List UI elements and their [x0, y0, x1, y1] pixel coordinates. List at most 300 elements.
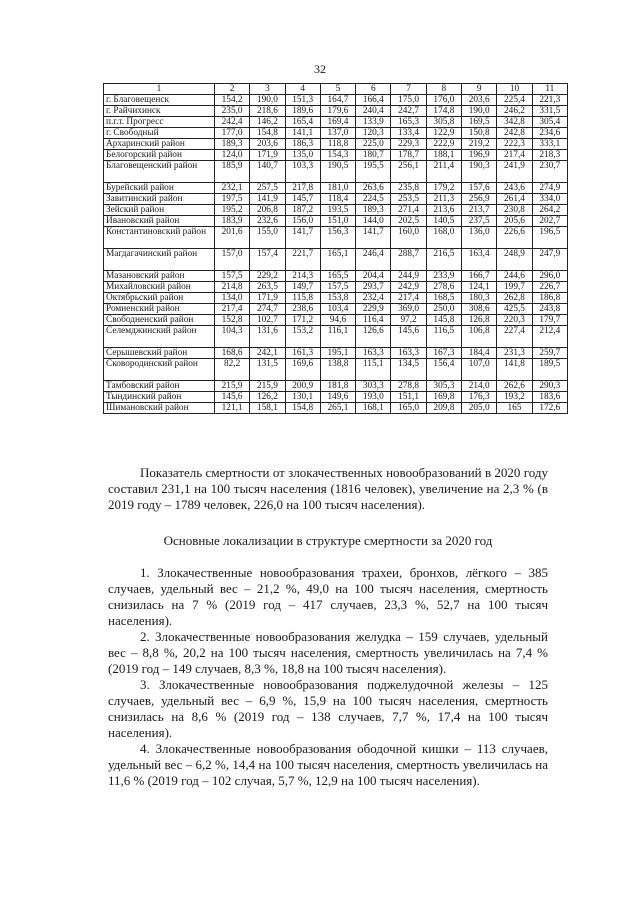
- value-cell: 238,6: [285, 304, 320, 315]
- mortality-table: [103, 83, 568, 414]
- value-cell: 189,3: [214, 139, 249, 150]
- header-cell: 10: [497, 84, 532, 95]
- value-cell: 215,9: [250, 381, 285, 392]
- value-cell: 157,0: [214, 249, 249, 271]
- value-cell: 227,4: [497, 326, 532, 348]
- value-cell: 243,6: [497, 183, 532, 194]
- value-cell: 203,6: [462, 95, 497, 106]
- value-cell: 138,8: [320, 359, 355, 381]
- value-cell: 253,5: [391, 194, 426, 205]
- value-cell: 165,3: [391, 117, 426, 128]
- value-cell: 156,3: [320, 227, 355, 249]
- value-cell: 278,8: [391, 381, 426, 392]
- value-cell: 213,7: [462, 205, 497, 216]
- value-cell: 141,8: [497, 359, 532, 381]
- value-cell: 154,8: [250, 128, 285, 139]
- table-row: [104, 381, 568, 392]
- value-cell: 184,4: [462, 348, 497, 359]
- value-cell: 168,1: [356, 403, 391, 414]
- table-row: [104, 304, 568, 315]
- value-cell: 305,4: [532, 117, 567, 128]
- value-cell: 425,5: [497, 304, 532, 315]
- value-cell: 181,0: [320, 183, 355, 194]
- value-cell: 171,2: [285, 315, 320, 326]
- value-cell: 290,3: [532, 381, 567, 392]
- value-cell: 188,1: [426, 150, 461, 161]
- value-cell: 185,9: [214, 161, 249, 183]
- value-cell: 154,8: [285, 403, 320, 414]
- value-cell: 189,6: [285, 106, 320, 117]
- value-cell: 180,7: [356, 150, 391, 161]
- value-cell: 232,1: [214, 183, 249, 194]
- value-cell: 186,8: [532, 293, 567, 304]
- value-cell: 232,4: [356, 293, 391, 304]
- value-cell: 195,1: [320, 348, 355, 359]
- value-cell: 131,5: [250, 359, 285, 381]
- header-cell: 4: [285, 84, 320, 95]
- value-cell: 278,6: [426, 282, 461, 293]
- value-cell: 124,0: [214, 150, 249, 161]
- value-cell: 229,2: [250, 271, 285, 282]
- value-cell: 163,4: [462, 249, 497, 271]
- value-cell: 157,6: [462, 183, 497, 194]
- value-cell: 174,8: [426, 106, 461, 117]
- value-cell: 140,5: [426, 216, 461, 227]
- value-cell: 181,8: [320, 381, 355, 392]
- value-cell: 165,4: [285, 117, 320, 128]
- value-cell: 244,6: [497, 271, 532, 282]
- value-cell: 222,9: [426, 139, 461, 150]
- value-cell: 257,5: [250, 183, 285, 194]
- value-cell: 149,7: [285, 282, 320, 293]
- row-name-cell: Ивановский район: [104, 216, 215, 227]
- table-header-row: [104, 84, 568, 95]
- value-cell: 256,9: [462, 194, 497, 205]
- table-row: [104, 249, 568, 271]
- value-cell: 121,1: [214, 403, 249, 414]
- value-cell: 205,0: [462, 403, 497, 414]
- value-cell: 196,5: [532, 227, 567, 249]
- value-cell: 230,7: [532, 161, 567, 183]
- value-cell: 195,5: [356, 161, 391, 183]
- value-cell: 145,6: [214, 392, 249, 403]
- value-cell: 144,0: [356, 216, 391, 227]
- table-row: [104, 392, 568, 403]
- value-cell: 178,7: [391, 150, 426, 161]
- value-cell: 296,0: [532, 271, 567, 282]
- value-cell: 243,8: [532, 304, 567, 315]
- value-cell: 216,5: [426, 249, 461, 271]
- value-cell: 193,0: [356, 392, 391, 403]
- value-cell: 202,7: [532, 216, 567, 227]
- value-cell: 250,0: [426, 304, 461, 315]
- value-cell: 102,7: [250, 315, 285, 326]
- table-row: [104, 315, 568, 326]
- value-cell: 153,8: [320, 293, 355, 304]
- value-cell: 151,1: [391, 392, 426, 403]
- value-cell: 262,6: [497, 381, 532, 392]
- value-cell: 204,4: [356, 271, 391, 282]
- value-cell: 175,0: [391, 95, 426, 106]
- value-cell: 158,1: [250, 403, 285, 414]
- value-cell: 179,2: [426, 183, 461, 194]
- value-cell: 225,0: [356, 139, 391, 150]
- table-row: [104, 117, 568, 128]
- value-cell: 163,3: [391, 348, 426, 359]
- value-cell: 118,4: [320, 194, 355, 205]
- table-row: [104, 227, 568, 249]
- value-cell: 134,0: [214, 293, 249, 304]
- value-cell: 215,9: [214, 381, 249, 392]
- value-cell: 293,7: [356, 282, 391, 293]
- value-cell: 177,0: [214, 128, 249, 139]
- row-name-cell: Мазановский район: [104, 271, 215, 282]
- value-cell: 156,0: [285, 216, 320, 227]
- value-cell: 154,3: [320, 150, 355, 161]
- value-cell: 82,2: [214, 359, 249, 381]
- value-cell: 115,8: [285, 293, 320, 304]
- value-cell: 116,4: [356, 315, 391, 326]
- value-cell: 94,6: [320, 315, 355, 326]
- value-cell: 155,0: [250, 227, 285, 249]
- row-name-cell: п.г.т. Прогресс: [104, 117, 215, 128]
- value-cell: 169,8: [426, 392, 461, 403]
- value-cell: 179,7: [532, 315, 567, 326]
- value-cell: 153,2: [285, 326, 320, 348]
- value-cell: 166,4: [356, 95, 391, 106]
- value-cell: 247,9: [532, 249, 567, 271]
- row-name-cell: Зейский район: [104, 205, 215, 216]
- value-cell: 231,3: [497, 348, 532, 359]
- value-cell: 167,3: [426, 348, 461, 359]
- value-cell: 246,2: [497, 106, 532, 117]
- header-cell: 6: [356, 84, 391, 95]
- value-cell: 157,5: [214, 271, 249, 282]
- value-cell: 203,6: [250, 139, 285, 150]
- value-cell: 224,5: [356, 194, 391, 205]
- value-cell: 107,0: [462, 359, 497, 381]
- value-cell: 126,8: [462, 315, 497, 326]
- table-row: [104, 359, 568, 381]
- row-name-cell: Свободненский район: [104, 315, 215, 326]
- table-row: [104, 194, 568, 205]
- value-cell: 189,3: [356, 205, 391, 216]
- list-item: 1. Злокачественные новообразования трахеи, бронхов, лёгкого – 385 случаев, удельный вес – 21,2 %, 49,0 на 100 тысяч населения, смертность снизилась на 7 % (2019 год – 417 случаев, 23,3 %, 52,7 на 100 тысяч населения).: [108, 565, 548, 628]
- value-cell: 118,8: [320, 139, 355, 150]
- header-cell: 7: [391, 84, 426, 95]
- intro-paragraph: Показатель смертности от злокачественных новообразований в 2020 году составил 231,1 на 100 тысяч населения (1816 человек), увеличение на 2,3 % (в 2019 году – 1789 человек, 226,0 на 100 тысяч населения).: [108, 465, 548, 512]
- value-cell: 214,3: [285, 271, 320, 282]
- value-cell: 137,0: [320, 128, 355, 139]
- table-row: [104, 183, 568, 194]
- row-name-cell: Благовещенский район: [104, 161, 215, 183]
- value-cell: 232,6: [250, 216, 285, 227]
- value-cell: 331,5: [532, 106, 567, 117]
- section-heading: Основные локализации в структуре смертности за 2020 год: [163, 533, 493, 548]
- value-cell: 186,3: [285, 139, 320, 150]
- value-cell: 141,9: [250, 194, 285, 205]
- value-cell: 176,0: [426, 95, 461, 106]
- value-cell: 235,0: [214, 106, 249, 117]
- value-cell: 242,7: [391, 106, 426, 117]
- value-cell: 166,7: [462, 271, 497, 282]
- value-cell: 263,5: [250, 282, 285, 293]
- value-cell: 369,0: [391, 304, 426, 315]
- value-cell: 235,8: [391, 183, 426, 194]
- value-cell: 115,1: [356, 359, 391, 381]
- value-cell: 193,5: [320, 205, 355, 216]
- value-cell: 172,6: [532, 403, 567, 414]
- value-cell: 169,5: [462, 117, 497, 128]
- value-cell: 242,9: [391, 282, 426, 293]
- value-cell: 183,9: [214, 216, 249, 227]
- value-cell: 141,1: [285, 128, 320, 139]
- value-cell: 274,9: [532, 183, 567, 194]
- row-name-cell: Константиновский район: [104, 227, 215, 249]
- row-name-cell: Шимановский район: [104, 403, 215, 414]
- row-name-cell: г. Райчихинск: [104, 106, 215, 117]
- value-cell: 169,4: [320, 117, 355, 128]
- row-name-cell: Михайловский район: [104, 282, 215, 293]
- value-cell: 233,9: [426, 271, 461, 282]
- value-cell: 120,3: [356, 128, 391, 139]
- value-cell: 196,9: [462, 150, 497, 161]
- value-cell: 271,4: [391, 205, 426, 216]
- value-cell: 256,1: [391, 161, 426, 183]
- value-cell: 211,4: [426, 161, 461, 183]
- table-row: [104, 161, 568, 183]
- row-name-cell: Белогорский район: [104, 150, 215, 161]
- value-cell: 308,6: [462, 304, 497, 315]
- value-cell: 165: [497, 403, 532, 414]
- body-text: [108, 465, 548, 513]
- value-cell: 168,5: [426, 293, 461, 304]
- table-row: [104, 216, 568, 227]
- value-cell: 193,2: [497, 392, 532, 403]
- value-cell: 116,1: [320, 326, 355, 348]
- table-row: [104, 293, 568, 304]
- header-cell: 2: [214, 84, 249, 95]
- value-cell: 122,9: [426, 128, 461, 139]
- value-cell: 190,0: [250, 95, 285, 106]
- row-name-cell: г. Свободный: [104, 128, 215, 139]
- header-cell: 11: [532, 84, 567, 95]
- value-cell: 205,6: [497, 216, 532, 227]
- value-cell: 202,5: [391, 216, 426, 227]
- value-cell: 151,3: [285, 95, 320, 106]
- value-cell: 116,5: [426, 326, 461, 348]
- value-cell: 152,8: [214, 315, 249, 326]
- value-cell: 334,0: [532, 194, 567, 205]
- value-cell: 176,3: [462, 392, 497, 403]
- row-name-cell: Завитинский район: [104, 194, 215, 205]
- value-cell: 197,5: [214, 194, 249, 205]
- value-cell: 214,8: [214, 282, 249, 293]
- value-cell: 171,9: [250, 150, 285, 161]
- value-cell: 217,4: [214, 304, 249, 315]
- table-row: [104, 282, 568, 293]
- row-name-cell: Серышевский район: [104, 348, 215, 359]
- value-cell: 333,1: [532, 139, 567, 150]
- value-cell: 171,9: [250, 293, 285, 304]
- list-item: 3. Злокачественные новообразования поджелудочной железы – 125 случаев, удельный вес – 6,9 %, 15,9 на 100 тысяч населения, смертность снизилась на 8,6 % (2019 год – 138 случаев, 7,7 %, 17,4 на 100 тысяч населения).: [108, 677, 548, 740]
- value-cell: 164,7: [320, 95, 355, 106]
- table-row: [104, 106, 568, 117]
- value-cell: 217,4: [391, 293, 426, 304]
- value-cell: 222,3: [497, 139, 532, 150]
- value-cell: 165,0: [391, 403, 426, 414]
- value-cell: 146,2: [250, 117, 285, 128]
- value-cell: 133,9: [356, 117, 391, 128]
- value-cell: 151,0: [320, 216, 355, 227]
- value-cell: 305,3: [426, 381, 461, 392]
- row-name-cell: Сковородинский район: [104, 359, 215, 381]
- header-cell: 1: [104, 84, 215, 95]
- value-cell: 187,2: [285, 205, 320, 216]
- value-cell: 106,8: [462, 326, 497, 348]
- row-name-cell: Архаринский район: [104, 139, 215, 150]
- value-cell: 149,6: [320, 392, 355, 403]
- value-cell: 190,3: [462, 161, 497, 183]
- value-cell: 211,3: [426, 194, 461, 205]
- value-cell: 179,6: [320, 106, 355, 117]
- value-cell: 190,0: [462, 106, 497, 117]
- value-cell: 342,8: [497, 117, 532, 128]
- value-cell: 218,6: [250, 106, 285, 117]
- value-cell: 133,4: [391, 128, 426, 139]
- value-cell: 183,6: [532, 392, 567, 403]
- value-cell: 199,7: [497, 282, 532, 293]
- value-cell: 217,4: [497, 150, 532, 161]
- items-list: [108, 565, 548, 789]
- value-cell: 160,0: [391, 227, 426, 249]
- value-cell: 226,7: [532, 282, 567, 293]
- value-cell: 140,7: [250, 161, 285, 183]
- value-cell: 141,7: [285, 227, 320, 249]
- value-cell: 136,0: [462, 227, 497, 249]
- list-item: 4. Злокачественные новообразования ободочной кишки – 113 случаев, удельный вес – 6,2 %, 14,4 на 100 тысяч населения, смертность увеличилась на 11,6 % (2019 год – 102 случая, 5,7 %, 12,9 на 100 тысяч населения).: [108, 741, 548, 788]
- value-cell: 219,2: [462, 139, 497, 150]
- value-cell: 150,8: [462, 128, 497, 139]
- value-cell: 229,3: [391, 139, 426, 150]
- value-cell: 145,7: [285, 194, 320, 205]
- value-cell: 165,5: [320, 271, 355, 282]
- value-cell: 154,2: [214, 95, 249, 106]
- value-cell: 226,6: [497, 227, 532, 249]
- value-cell: 195,2: [214, 205, 249, 216]
- table-row: [104, 128, 568, 139]
- value-cell: 218,3: [532, 150, 567, 161]
- value-cell: 220,3: [497, 315, 532, 326]
- value-cell: 104,3: [214, 326, 249, 348]
- value-cell: 242,1: [250, 348, 285, 359]
- value-cell: 213,6: [426, 205, 461, 216]
- row-name-cell: Ромненский район: [104, 304, 215, 315]
- header-cell: 3: [250, 84, 285, 95]
- value-cell: 206,8: [250, 205, 285, 216]
- value-cell: 103,4: [320, 304, 355, 315]
- table-body: [104, 84, 568, 414]
- row-name-cell: Селемджинский район: [104, 326, 215, 348]
- value-cell: 126,2: [250, 392, 285, 403]
- value-cell: 246,4: [356, 249, 391, 271]
- row-name-cell: Тамбовский район: [104, 381, 215, 392]
- value-cell: 241,9: [497, 161, 532, 183]
- value-cell: 305,8: [426, 117, 461, 128]
- value-cell: 157,5: [320, 282, 355, 293]
- table-row: [104, 139, 568, 150]
- value-cell: 259,7: [532, 348, 567, 359]
- value-cell: 169,6: [285, 359, 320, 381]
- value-cell: 145,6: [391, 326, 426, 348]
- value-cell: 242,4: [214, 117, 249, 128]
- value-cell: 165,1: [320, 249, 355, 271]
- value-cell: 190,5: [320, 161, 355, 183]
- header-cell: 5: [320, 84, 355, 95]
- table-row: [104, 95, 568, 106]
- row-name-cell: Магдагачинский район: [104, 249, 215, 271]
- value-cell: 212,4: [532, 326, 567, 348]
- header-cell: 9: [462, 84, 497, 95]
- value-cell: 263,6: [356, 183, 391, 194]
- value-cell: 225,4: [497, 95, 532, 106]
- value-cell: 189,5: [532, 359, 567, 381]
- value-cell: 244,9: [391, 271, 426, 282]
- table-row: [104, 205, 568, 216]
- value-cell: 237,5: [462, 216, 497, 227]
- list-item: 2. Злокачественные новообразования желудка – 159 случаев, удельный вес – 8,8 %, 20,2 на 100 тысяч населения, смертность увеличилась на 7,4 % (2019 год – 149 случаев, 8,3 %, 18,8 на 100 тысяч населения).: [108, 629, 548, 676]
- value-cell: 214,0: [462, 381, 497, 392]
- value-cell: 201,6: [214, 227, 249, 249]
- value-cell: 209,8: [426, 403, 461, 414]
- value-cell: 261,4: [497, 194, 532, 205]
- value-cell: 124,1: [462, 282, 497, 293]
- value-cell: 262,8: [497, 293, 532, 304]
- value-cell: 248,9: [497, 249, 532, 271]
- value-cell: 156,4: [426, 359, 461, 381]
- value-cell: 303,3: [356, 381, 391, 392]
- row-name-cell: Тындинский район: [104, 392, 215, 403]
- row-name-cell: г. Благовещенск: [104, 95, 215, 106]
- row-name-cell: Октябрьский район: [104, 293, 215, 304]
- value-cell: 230,8: [497, 205, 532, 216]
- page-number: 32: [314, 62, 326, 76]
- table-row: [104, 326, 568, 348]
- table-row: [104, 150, 568, 161]
- value-cell: 180,3: [462, 293, 497, 304]
- header-cell: 8: [426, 84, 461, 95]
- value-cell: 161,3: [285, 348, 320, 359]
- value-cell: 157,4: [250, 249, 285, 271]
- table-row: [104, 271, 568, 282]
- value-cell: 229,9: [356, 304, 391, 315]
- value-cell: 217,8: [285, 183, 320, 194]
- value-cell: 265,1: [320, 403, 355, 414]
- value-cell: 145,8: [426, 315, 461, 326]
- value-cell: 163,3: [356, 348, 391, 359]
- value-cell: 168,0: [426, 227, 461, 249]
- table-row: [104, 403, 568, 414]
- value-cell: 221,7: [285, 249, 320, 271]
- value-cell: 141,7: [356, 227, 391, 249]
- value-cell: 134,5: [391, 359, 426, 381]
- value-cell: 130,1: [285, 392, 320, 403]
- value-cell: 240,4: [356, 106, 391, 117]
- row-name-cell: Бурейский район: [104, 183, 215, 194]
- value-cell: 221,3: [532, 95, 567, 106]
- value-cell: 126,6: [356, 326, 391, 348]
- value-cell: 131,6: [250, 326, 285, 348]
